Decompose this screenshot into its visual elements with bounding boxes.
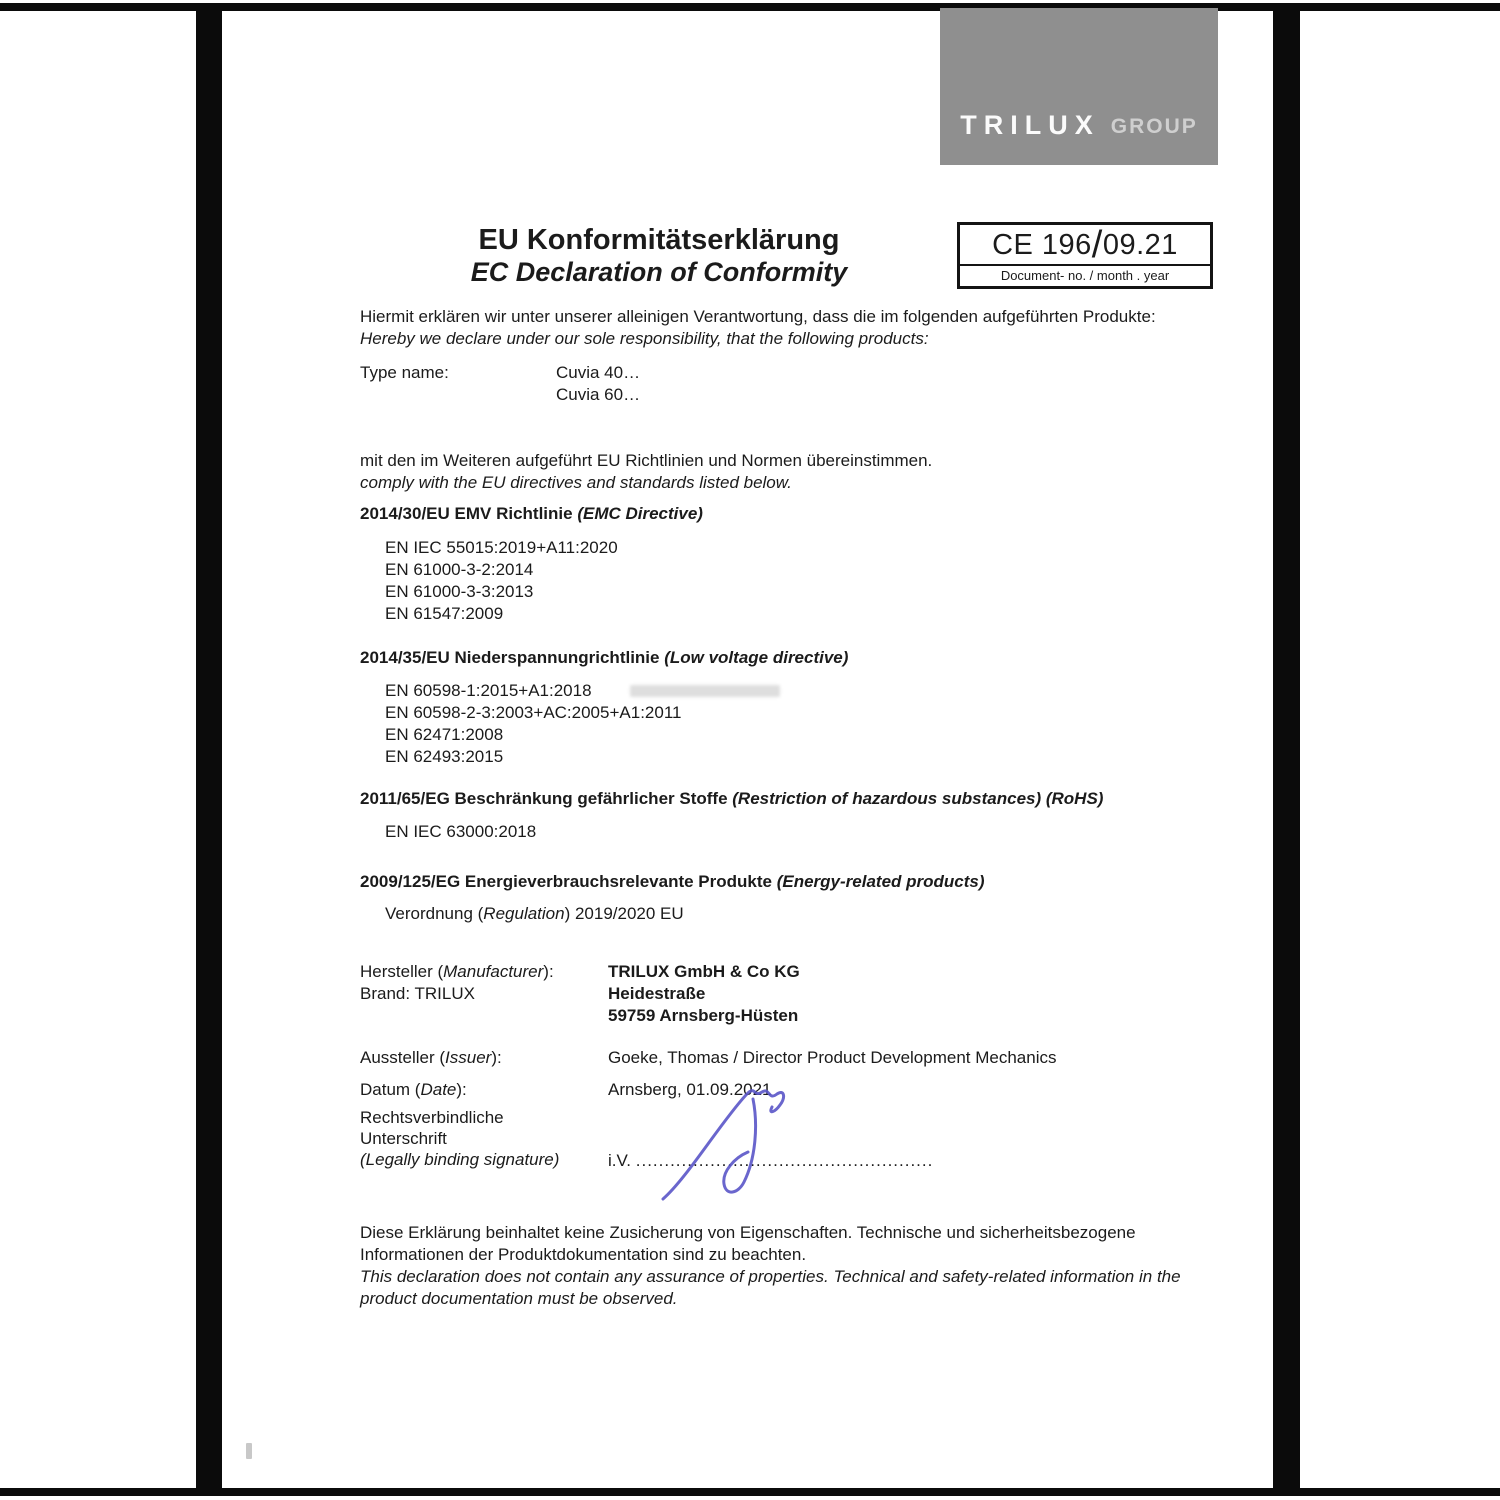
heading-text: 2014/30/EU EMV Richtlinie <box>360 504 578 523</box>
type-name-label: Type name: <box>360 363 449 382</box>
type-name-value-1: Cuvia 40… <box>556 363 641 382</box>
handwritten-signature <box>625 1078 925 1208</box>
iv-label: i.V. <box>608 1151 632 1170</box>
standards-list-emc <box>385 537 618 625</box>
signature-label-block: Rechtsverbindliche Unterschrift (Legally binding signature) <box>360 1108 560 1169</box>
standard-item: EN IEC 63000:2018 <box>385 822 537 841</box>
intro-german: Hiermit erklären wir unter unserer alleinigen Verantwortung, dass die im folgenden aufgeführten Produkte: <box>360 307 1156 326</box>
scan-border-right <box>1273 3 1300 1496</box>
manufacturer-name: TRILUX GmbH & Co KG <box>608 962 800 981</box>
standards-list-rohs <box>385 821 536 843</box>
heading-italic: (Restriction of hazardous substances) (RoHS) <box>732 789 1104 808</box>
scan-border-left <box>196 3 222 1496</box>
section-heading-emc <box>360 504 703 524</box>
standard-item: EN 61000-3-2:2014 <box>385 560 534 579</box>
title-german: EU Konformitätserklärung <box>478 224 840 256</box>
standard-item: EN IEC 55015:2019+A11:2020 <box>385 538 618 557</box>
scan-margin-mark <box>246 1443 252 1459</box>
heading-italic: (Energy-related products) <box>776 872 985 891</box>
heading-text: 2014/35/EU Niederspannungrichtlinie <box>360 648 665 667</box>
heading-italic: (Low voltage directive) <box>664 648 849 667</box>
comply-german: mit den im Weiteren aufgeführt EU Richtlinien und Normen übereinstimmen. <box>360 451 933 470</box>
date-value: Arnsberg, 01.09.2021 <box>608 1080 772 1099</box>
heading-italic: (EMC Directive) <box>577 504 703 523</box>
issuer-value: Goeke, Thomas / Director Product Development Mechanics <box>608 1048 1057 1067</box>
ce-number-prefix: CE 196 <box>992 229 1092 261</box>
ce-box-caption: Document- no. / month . year <box>960 264 1210 286</box>
standard-item: EN 60598-1:2015+A1:2018 <box>385 681 592 700</box>
issuer-label: Aussteller (Issuer): <box>360 1048 502 1067</box>
standard-item: EN 60598-2-3:2003+AC:2005+A1:2011 <box>385 703 682 722</box>
standard-item: EN 61547:2009 <box>385 604 504 623</box>
standard-item: EN 61000-3-3:2013 <box>385 582 534 601</box>
section-heading-rohs <box>360 789 1103 809</box>
ce-number-slash: / <box>1091 224 1103 266</box>
disclaimer-german: Diese Erklärung beinhaltet keine Zusicherung von Eigenschaften. Technische und sicherheitsbezogene Informationen der Produktdokumentation sind zu beachten. <box>360 1223 1136 1264</box>
trilux-wordmark: TRILUX <box>960 110 1100 140</box>
group-wordmark: GROUP <box>1110 115 1198 138</box>
manufacturer-city: 59759 Arnsberg-Hüsten <box>608 1006 799 1025</box>
comply-english: comply with the EU directives and standards listed below. <box>360 473 792 492</box>
standard-item: EN 62493:2015 <box>385 747 504 766</box>
disclaimer-block <box>360 1222 1205 1310</box>
regulation-line: Verordnung (Regulation) 2019/2020 EU <box>385 904 684 923</box>
type-name-value-2: Cuvia 60… <box>556 385 641 404</box>
manufacturer-street: Heidestraße <box>608 984 706 1003</box>
scan-ghost-artifact <box>630 685 780 697</box>
section-heading-lvd <box>360 648 848 668</box>
dotted-line: .................................................... <box>635 1151 934 1170</box>
heading-text: 2009/125/EG Energieverbrauchsrelevante Produkte <box>360 872 777 891</box>
title-english: EC Declaration of Conformity <box>470 257 848 287</box>
manufacturer-label: Hersteller (Manufacturer): <box>360 962 554 981</box>
ce-number-suffix: 09.21 <box>1102 229 1178 261</box>
document-title-block <box>380 224 938 288</box>
intro-english: Hereby we declare under our sole responsibility, that the following products: <box>360 329 929 348</box>
ce-document-number <box>960 225 1210 264</box>
section-heading-erp <box>360 872 985 892</box>
ce-document-number-box <box>957 222 1213 289</box>
brand-line: Brand: TRILUX <box>360 984 475 1003</box>
disclaimer-english: This declaration does not contain any assurance of properties. Technical and safety-related information in the product documentation must be observed. <box>360 1267 1181 1308</box>
heading-text: 2011/65/EG Beschränkung gefährlicher Stoffe <box>360 789 733 808</box>
date-label: Datum (Date): <box>360 1080 467 1099</box>
manufacturer-address <box>608 961 800 1027</box>
standard-item: EN 62471:2008 <box>385 725 504 744</box>
trilux-group-logo <box>940 8 1218 165</box>
